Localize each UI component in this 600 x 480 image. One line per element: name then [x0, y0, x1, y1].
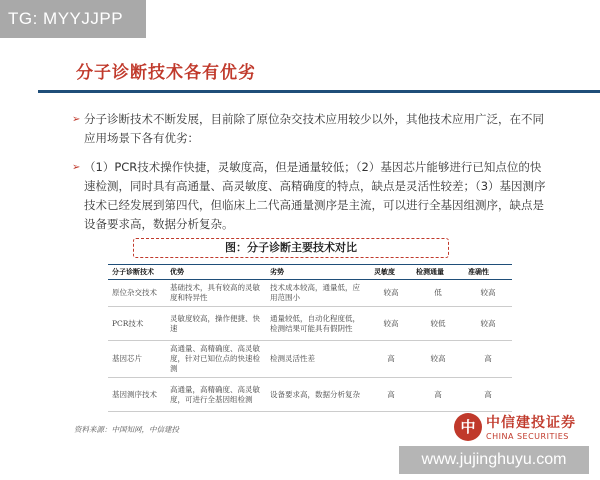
table-cell: 较高 — [370, 307, 412, 341]
bullet-item — [72, 158, 552, 234]
source-note: 资料来源：中国知网，中信建投 — [74, 425, 179, 434]
table-cell: 较高 — [464, 280, 512, 307]
comparison-table — [108, 264, 512, 412]
table-cell: 高通量、高精确度、高灵敏度，针对已知位点的快速检测 — [166, 341, 266, 378]
bullet-text: 分子诊断技术不断发展，目前除了原位杂交技术应用较少以外，其他技术应用广泛，在不同应用场景下各有优劣： — [84, 112, 544, 145]
column-header: 检测通量 — [412, 265, 464, 280]
table-cell: 基因芯片 — [108, 341, 166, 378]
column-header: 劣势 — [266, 265, 370, 280]
arrow-icon: ➢ — [72, 114, 81, 125]
column-header: 灵敏度 — [370, 265, 412, 280]
table-cell: 较低 — [412, 307, 464, 341]
bullet-text: （1）PCR技术操作快捷，灵敏度高，但是通量较低；（2）基因芯片能够进行已知点位的快速检测，同时具有高通量、高灵敏度、高精确度的特点，缺点是灵活性较差；（3）基因测序技术已经发展到第四代，但临床上二代高通量测序是主流，可以进行全基因组测序，缺点是设备要求高，数据分析复杂。 — [84, 160, 546, 231]
table-row — [108, 307, 512, 341]
table-cell: 原位杂交技术 — [108, 280, 166, 307]
company-logo — [454, 412, 576, 441]
table-cell: 高 — [412, 378, 464, 412]
table-cell: 较高 — [370, 280, 412, 307]
title-divider — [38, 90, 600, 93]
table-row — [108, 341, 512, 378]
logo-name-cn: 中信建投证券 — [486, 415, 576, 431]
table-cell: 设备要求高，数据分析复杂 — [266, 378, 370, 412]
table-row — [108, 280, 512, 307]
table-cell: 检测灵活性差 — [266, 341, 370, 378]
table-cell: 高 — [370, 378, 412, 412]
column-header: 准确性 — [464, 265, 512, 280]
table-cell: 技术成本较高，通量低，应用范围小 — [266, 280, 370, 307]
bullet-list — [72, 110, 552, 244]
table-cell: 基因测序技术 — [108, 378, 166, 412]
logo-name-en: CHINA SECURITIES — [486, 432, 569, 441]
table-cell: 高 — [370, 341, 412, 378]
table-cell: 高 — [464, 378, 512, 412]
bullet-item — [72, 110, 552, 148]
column-header: 分子诊断技术 — [108, 265, 166, 280]
figure-title: 图：分子诊断主要技术对比 — [133, 238, 449, 258]
page-title: 分子诊断技术各有优劣 — [76, 63, 256, 83]
table-cell: 灵敏度较高，操作便捷、快速 — [166, 307, 266, 341]
table-header-row — [108, 265, 512, 280]
table-cell: 高通量，高精确度、高灵敏度，可进行全基因组检测 — [166, 378, 266, 412]
table-cell: 较高 — [464, 307, 512, 341]
column-header: 优势 — [166, 265, 266, 280]
table-cell: 低 — [412, 280, 464, 307]
tag-label: TG: MYYJJPP — [0, 0, 146, 38]
table-row — [108, 378, 512, 412]
table-cell: 较高 — [412, 341, 464, 378]
table-cell: 通量较低，自动化程度低，检测结果可能具有假阴性 — [266, 307, 370, 341]
arrow-icon: ➢ — [72, 162, 81, 173]
table-cell: 高 — [464, 341, 512, 378]
logo-text — [486, 412, 576, 441]
logo-mark-icon: 中 — [454, 413, 482, 441]
table-cell: 基础技术，具有较高的灵敏度和特异性 — [166, 280, 266, 307]
watermark: www.jujinghuyu.com — [399, 446, 589, 474]
table-cell: PCR技术 — [108, 307, 166, 341]
